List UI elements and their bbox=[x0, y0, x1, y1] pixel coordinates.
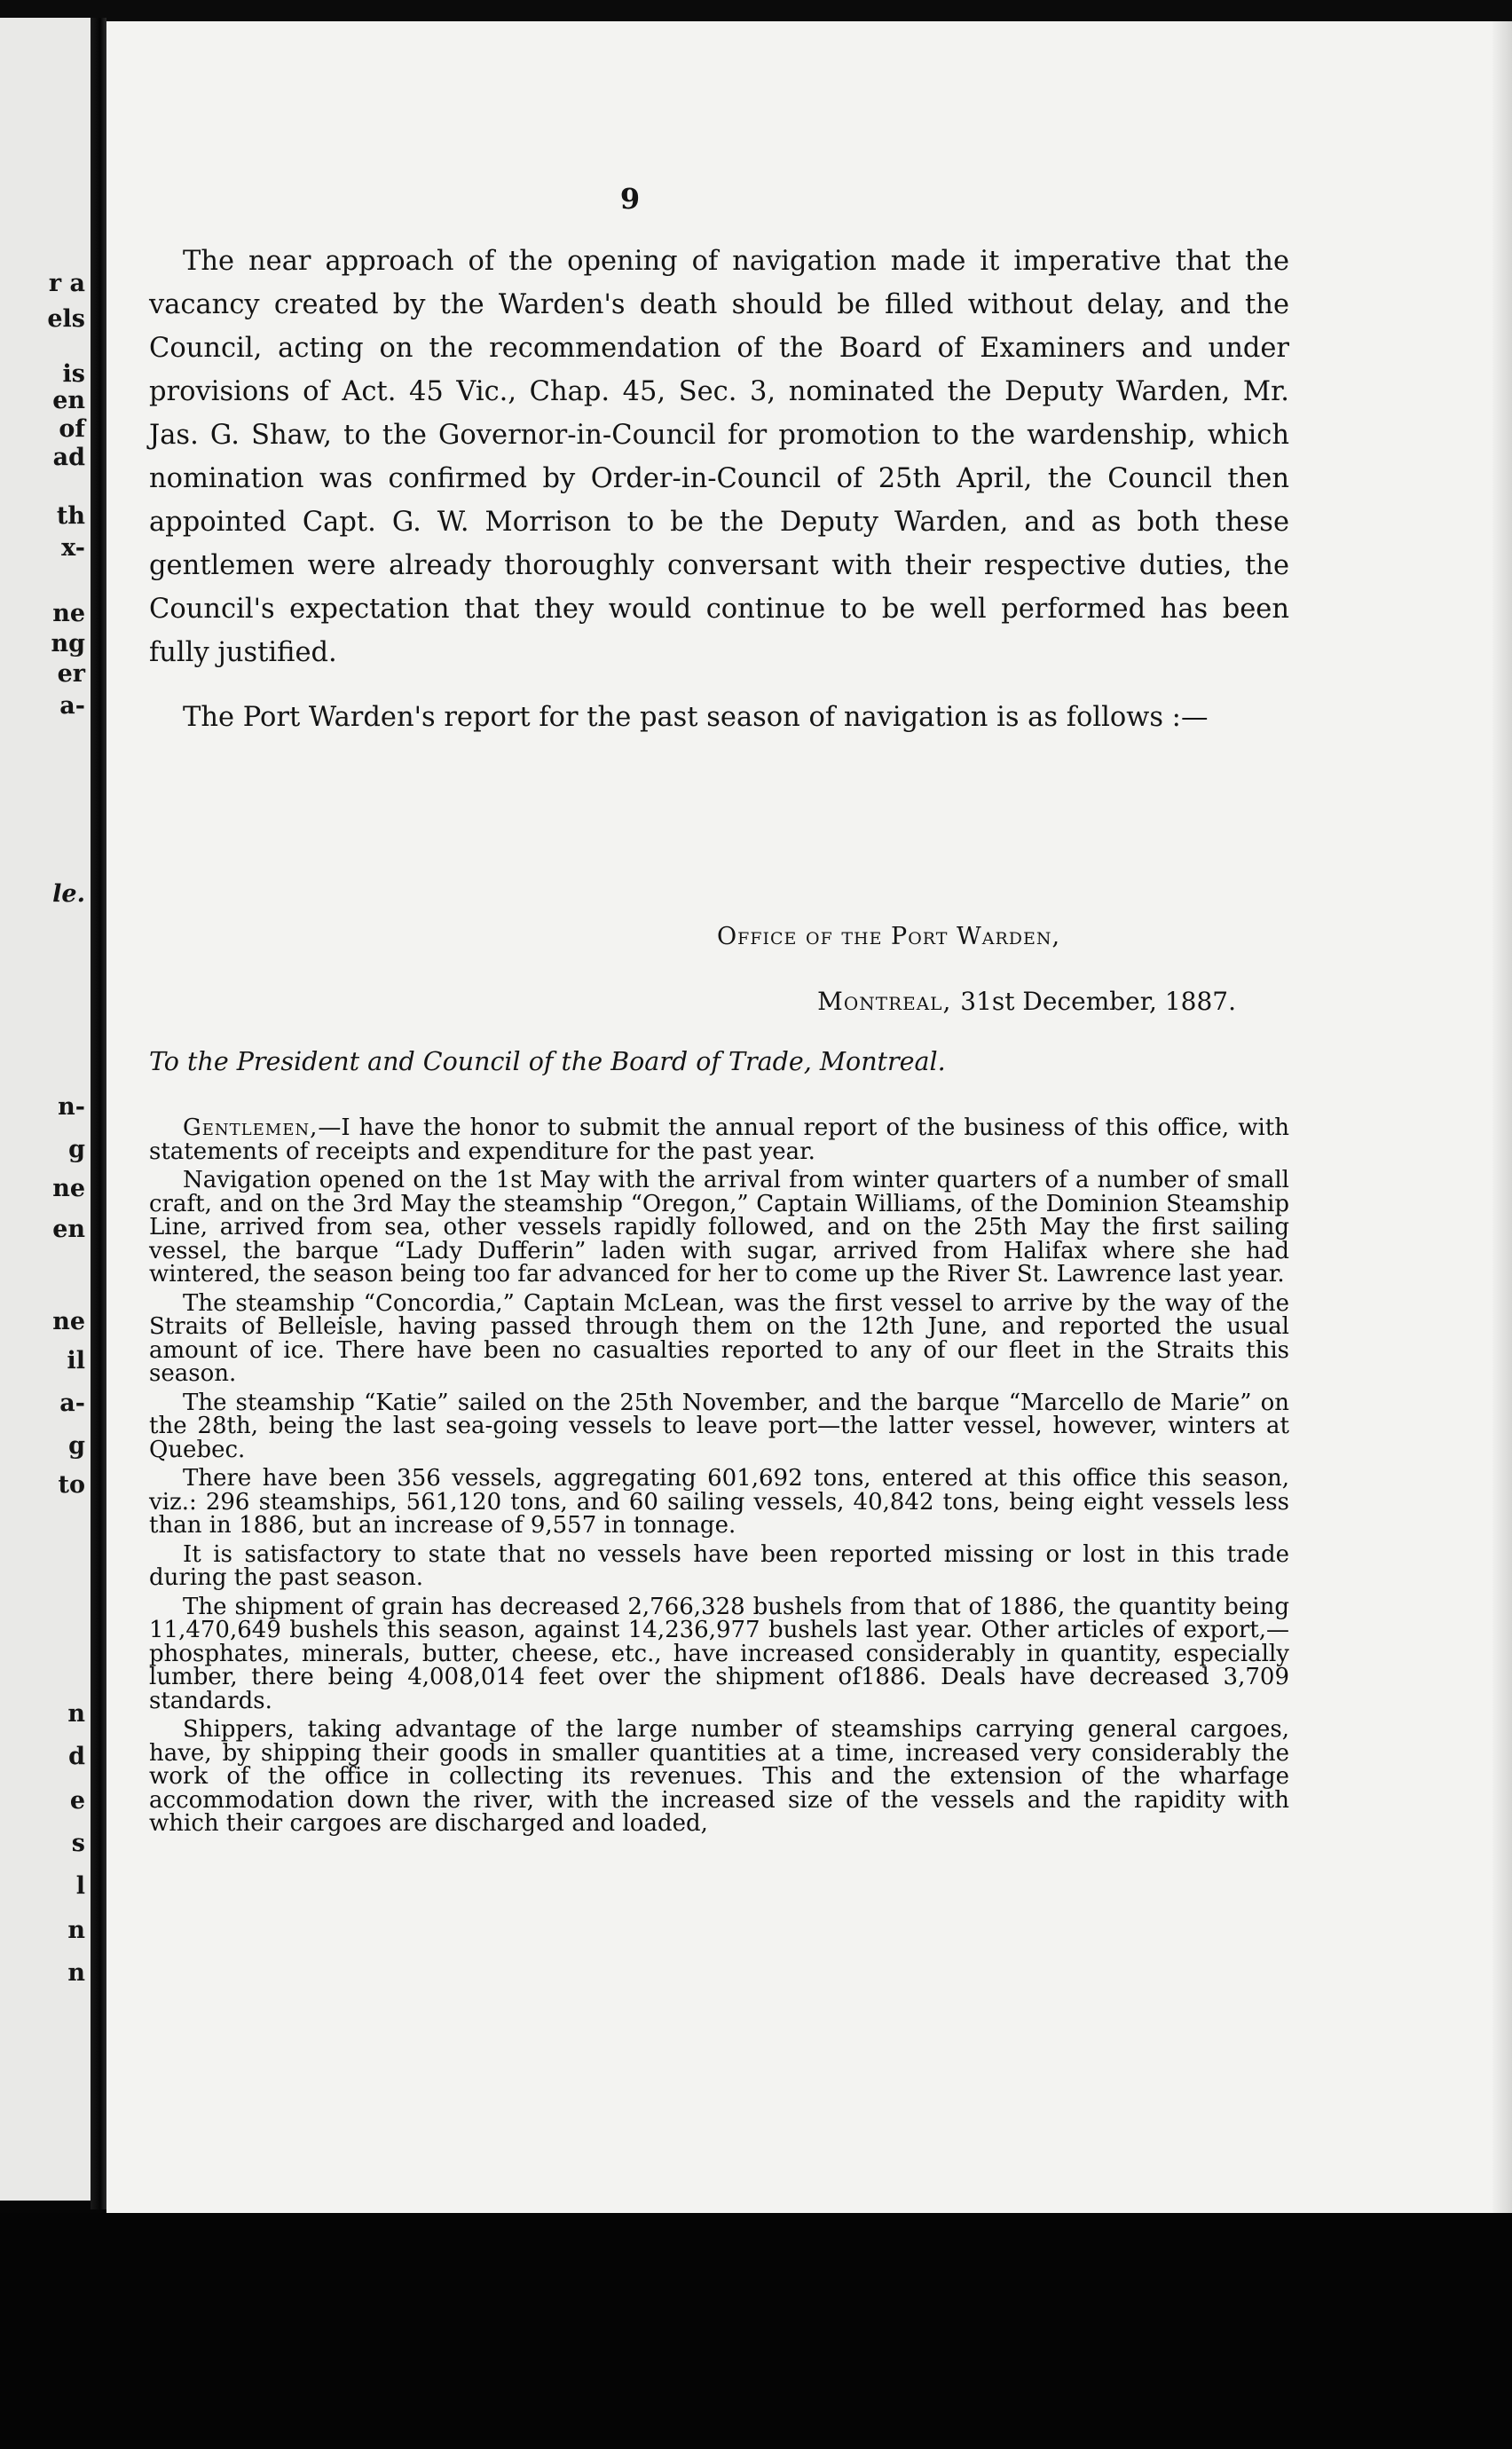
letter-date: 31st December, 1887. bbox=[960, 987, 1236, 1016]
left-page-fragment: n bbox=[67, 1700, 85, 1728]
left-page-fragment: d bbox=[68, 1743, 85, 1770]
left-page-fragment: x- bbox=[61, 534, 85, 562]
letter-paragraph: Shippers, taking advantage of the large number of steamships carrying general cargoes, have, by shipping their goods in smaller quantities at a time, increased very considerably the work of the office in collecting its revenues. This and the extension of the wharfage accommodation down the river, with the increased size of the vessels and the rapidity with which their cargoes are discharged and loaded, bbox=[149, 1716, 1289, 1837]
left-page-fragment: th bbox=[56, 502, 85, 530]
left-page-fragment: r a bbox=[48, 270, 85, 297]
body-text bbox=[149, 240, 1289, 760]
left-page-fragment: is bbox=[62, 360, 85, 388]
page-number: 9 bbox=[619, 182, 641, 216]
left-page-fragment: ne bbox=[52, 1175, 85, 1202]
letter-salutation: To the President and Council of the Board of Trade, Montreal. bbox=[149, 1047, 946, 1076]
left-page-fragment: a- bbox=[59, 1390, 85, 1417]
page-edge-shadow bbox=[1492, 21, 1512, 2213]
paragraph: The Port Warden's report for the past season of navigation is as follows :— bbox=[183, 702, 1209, 733]
left-page-fragment: en bbox=[52, 387, 85, 414]
paragraph: The near approach of the opening of navigation made it imperative that the vacancy created by the Warden's death should be filled without delay, and the Council, acting on the recommendation of the Board of Examiners and under provisions of Act. 45 Vic., Chap. 45, Sec. 3, nominated the Deputy Warden, Mr. Jas. G. Shaw, to the Governor-in-Council for promotion to the wardenship, which nomination was confirmed by Order-in-Council of 25th April, the Council then appointed Capt. G. W. Morrison to be the Deputy Warden, and as both these gentlemen were already thoroughly conversant with their respective duties, the Council's expectation that they would continue to be well performed has been fully justified. bbox=[149, 246, 1289, 668]
left-page-fragment: els bbox=[47, 305, 85, 333]
left-page-fragment: g bbox=[68, 1136, 85, 1163]
letter-paragraph: The steamship “Concordia,” Captain McLean, was the first vessel to arrive by the way of the Straits of Belleisle, having passed through them on the 12th June, and reported the usual amount of ice. There have been no casualties reported to any of our fleet in the Straits this season. bbox=[149, 1289, 1289, 1387]
left-page-fragment: e bbox=[69, 1787, 85, 1815]
left-page-fragment: il bbox=[67, 1347, 85, 1374]
left-page-fragment: ng bbox=[51, 630, 85, 658]
left-page-fragment: g bbox=[68, 1432, 85, 1460]
left-page-fragment: n- bbox=[58, 1093, 85, 1121]
letter-dateline bbox=[149, 987, 1289, 1016]
left-page-fragment: en bbox=[52, 1216, 85, 1243]
book-gutter bbox=[91, 18, 106, 2209]
scan-bottom-border bbox=[0, 2213, 1512, 2449]
left-page-fragment: a- bbox=[59, 692, 85, 720]
letter-paragraph: It is satisfactory to state that no vessels have been reported missing or lost in this trade during the past season. bbox=[149, 1540, 1289, 1591]
left-page-fragment: ne bbox=[52, 1308, 85, 1335]
left-page-fragment: er bbox=[57, 660, 85, 688]
left-facing-page bbox=[0, 18, 91, 2201]
letter-paragraph: There have been 356 vessels, aggregating 601,692 tons, entered at this office this season, viz.: 296 steamships, 561,120 tons, and 60 sailing vessels, 40,842 tons, being eight vessels less than in 1886, but an increase of 9,557 in tonnage. bbox=[149, 1465, 1289, 1539]
letter-paragraph-text: —I have the honor to submit the annual report of the business of this office, with statements of receipts and expenditure for the past year. bbox=[149, 1114, 1289, 1165]
letter-greeting: Gentlemen, bbox=[183, 1114, 319, 1141]
left-page-fragment: l bbox=[75, 1872, 85, 1900]
left-page-fragment: n bbox=[67, 1917, 85, 1944]
letter-office-heading: Office of the Port Warden, bbox=[717, 923, 1061, 950]
left-page-fragment: s bbox=[71, 1830, 85, 1857]
letter-paragraph bbox=[149, 1116, 1289, 1163]
left-page-fragment: to bbox=[58, 1471, 85, 1499]
letter-paragraph: Navigation opened on the 1st May with the arrival from winter quarters of a number of small craft, and on the 3rd May the steamship “Oregon,” Captain Williams, of the Dominion Steamship Line, arrived from sea, other vessels rapidly followed, and on the 25th May the first sailing vessel, the barque “Lady Dufferin” laden with sugar, arrived from Halifax where she had wintered, the season being too far advanced for her to come up the River St. Lawrence last year. bbox=[149, 1167, 1289, 1287]
left-page-fragment: n bbox=[67, 1959, 85, 1987]
left-page-fragment: ad bbox=[52, 444, 85, 471]
letter-body bbox=[149, 1116, 1289, 1841]
letter-paragraph: The steamship “Katie” sailed on the 25th November, and the barque “Marcello de Marie” on the 28th, being the last sea-going vessels to leave port—the latter vessel, however, winters at Quebec. bbox=[149, 1389, 1289, 1463]
left-page-fragment: ne bbox=[52, 600, 85, 627]
left-page-fragment: le. bbox=[52, 880, 85, 908]
letter-city: Montreal, bbox=[817, 987, 952, 1016]
letter-paragraph: The shipment of grain has decreased 2,766,328 bushels from that of 1886, the quantity being 11,470,649 bushels this season, against 14,236,977 bushels last year. Other articles of export,—phosphates, minerals, butter, cheese, etc., have increased considerably in quantity, especially lumber, there being 4,008,014 feet over the shipment of1886. Deals have decreased 3,709 standards. bbox=[149, 1593, 1289, 1714]
left-page-fragment: of bbox=[59, 415, 85, 443]
